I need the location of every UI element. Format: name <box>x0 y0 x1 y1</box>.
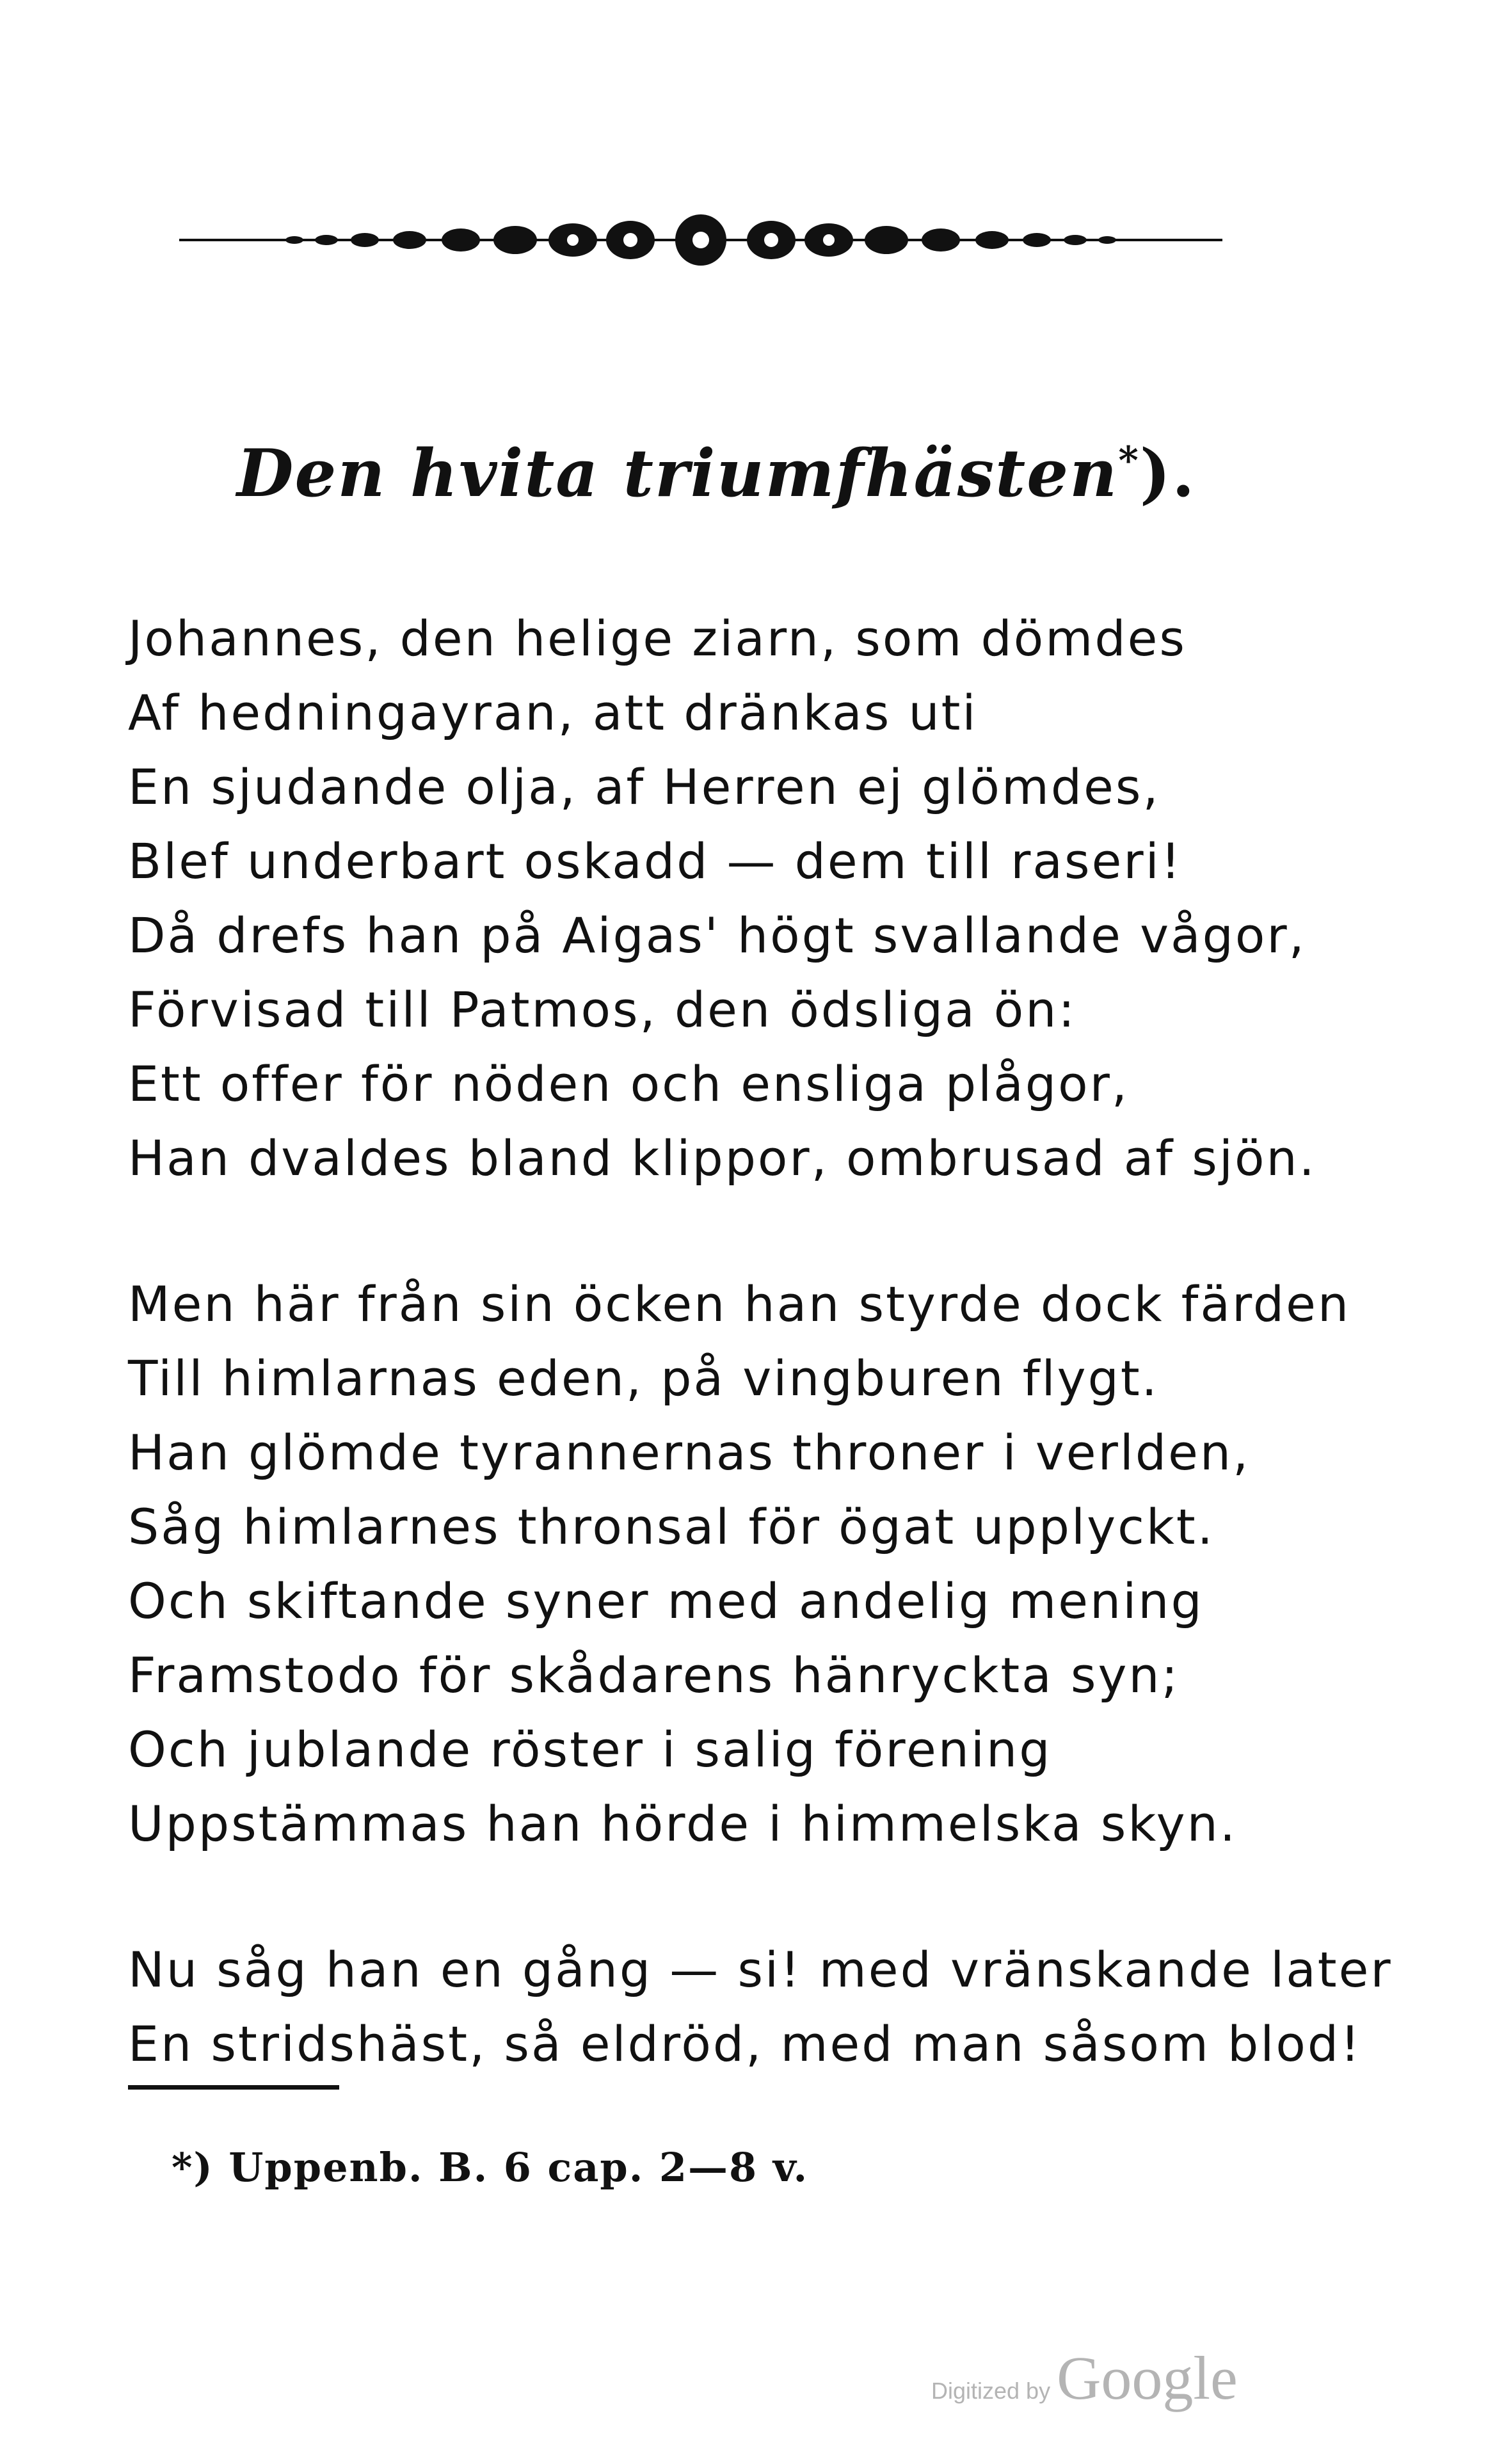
verse-line: Framstodo för skådarens hänryckta syn; <box>128 1647 1180 1704</box>
verse-line: Han glömde tyrannernas throner i verlden, <box>128 1424 1251 1481</box>
verse-line: Till himlarnas eden, på vingburen flygt. <box>128 1350 1159 1407</box>
poem-title-text: Den hvita triumfhästen <box>237 435 1119 512</box>
poem-title <box>237 435 1197 512</box>
verse-line: En stridshäst, så eldröd, med man såsom blod! <box>128 2015 1362 2072</box>
digitization-watermark <box>931 2342 1238 2413</box>
verse-line: Uppstämmas han hörde i himmelska skyn. <box>128 1795 1237 1852</box>
footnote: *) Uppenb. B. 6 cap. 2—8 v. <box>172 2144 809 2191</box>
stanza-3 <box>128 1933 1393 2081</box>
verse-line: Då drefs han på Aigas' högt svallande vågor, <box>128 907 1306 964</box>
verse-line: Och jublande röster i salig förening <box>128 1721 1052 1778</box>
stanza-2 <box>128 1267 1351 1861</box>
verse-line: Blef underbart oskadd — dem till raseri! <box>128 833 1183 890</box>
watermark-brand: Google <box>1057 2344 1238 2412</box>
verse-line: Ett offer för nöden och ensliga plågor, <box>128 1055 1130 1112</box>
floral-ornament-icon <box>179 211 1222 269</box>
poem-body <box>128 602 1393 2153</box>
verse-line: Johannes, den helige ziarn, som dömdes <box>128 610 1187 667</box>
footnote-marker: * <box>1118 438 1140 483</box>
stanza-1 <box>128 602 1344 1196</box>
verse-line: En sjudande olja, af Herren ej glömdes, <box>128 758 1160 815</box>
verse-line: Men här från sin öcken han styrde dock färden <box>128 1276 1351 1332</box>
footnote-divider <box>128 2085 339 2090</box>
verse-line: Förvisad till Patmos, den ödsliga ön: <box>128 981 1077 1038</box>
verse-line: Såg himlarnes thronsal för ögat upplyckt. <box>128 1498 1215 1555</box>
title-tail: ). <box>1139 435 1196 512</box>
watermark-prefix: Digitized by <box>931 2378 1051 2404</box>
verse-line: Af hedningayran, att dränkas uti <box>128 684 978 741</box>
verse-line: Han dvaldes bland klippor, ombrusad af sjön. <box>128 1130 1316 1187</box>
verse-line: Och skiftande syner med andelig mening <box>128 1572 1204 1629</box>
verse-line: Nu såg han en gång — si! med vränskande later <box>128 1941 1393 1998</box>
